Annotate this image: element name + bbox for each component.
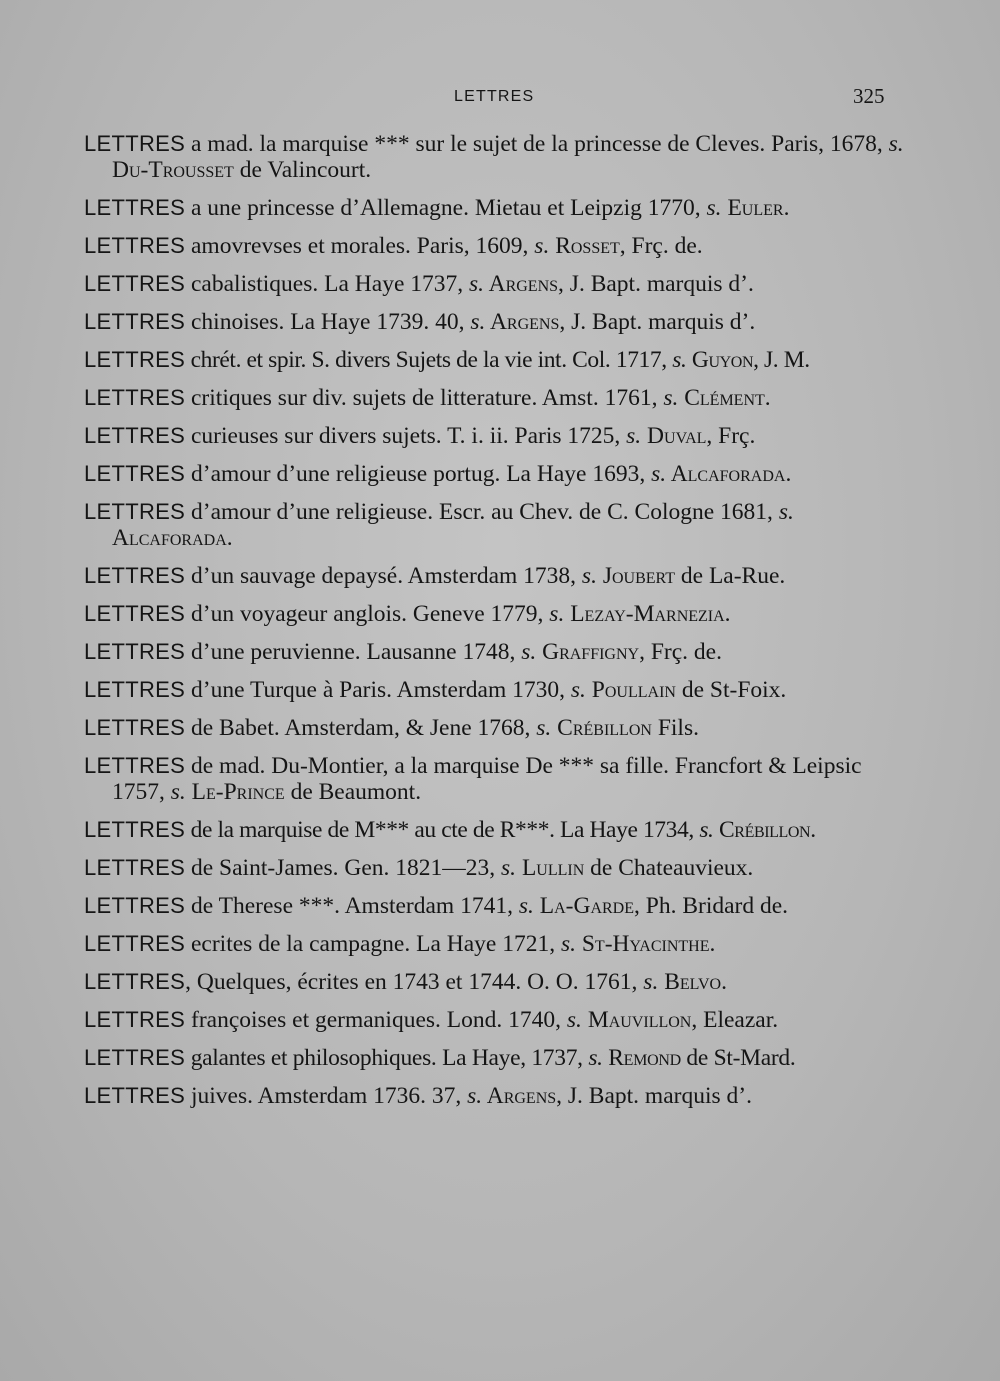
entry-item: [84, 1083, 906, 1109]
entry-tail: Fils.: [651, 715, 699, 741]
entry-item: [84, 233, 906, 259]
entry-see: s.: [534, 233, 550, 259]
entry-lead: LETTRES: [84, 817, 186, 842]
entry-author: Rosset,: [549, 233, 626, 259]
entry-text: ecrites de la campagne. La Haye 1721,: [185, 931, 561, 957]
entry-text: curieuses sur divers sujets. T. i. ii. Paris 1725,: [185, 423, 627, 449]
entry-tail: de La-Rue.: [675, 563, 786, 589]
entry-see: s.: [549, 601, 565, 627]
entry-item: [84, 347, 906, 373]
entry-tail: de St-Mard.: [680, 1045, 796, 1071]
entry-text: critiques sur div. sujets de litterature. Amst. 1761,: [185, 385, 664, 411]
entry-see: s.: [651, 461, 667, 487]
entry-text: d’un sauvage depaysé. Amsterdam 1738,: [185, 563, 582, 589]
entry-text: , Quelques, écrites en 1743 et 1744. O. O. 1761,: [185, 969, 644, 995]
entry-item: [84, 131, 906, 183]
entry-author: Du-Trousset: [112, 157, 234, 183]
entry-lead: LETTRES: [84, 195, 186, 220]
entry-lead: LETTRES: [84, 969, 186, 994]
entry-lead: LETTRES: [84, 233, 186, 258]
entry-text: chrét. et spir. S. divers Sujets de la vie int. Col. 1717,: [185, 347, 673, 373]
bibliography-entries: [84, 131, 906, 1121]
entry-author: Argens,: [484, 271, 564, 297]
entry-item: [84, 715, 906, 741]
entry-author: Lezay-Marnezia.: [564, 601, 731, 627]
entry-lead: LETTRES: [84, 563, 186, 588]
entry-author: Remond: [602, 1045, 681, 1071]
entry-item: [84, 499, 906, 551]
entry-see: s.: [570, 677, 586, 703]
entry-lead: LETTRES: [84, 499, 186, 524]
entry-tail: Frç. de.: [644, 639, 722, 665]
entry-text: de la marquise de M*** au cte de R***. La Haye 1734,: [185, 817, 700, 843]
entry-lead: LETTRES: [84, 1083, 186, 1108]
entry-text: chinoises. La Haye 1739. 40,: [185, 309, 471, 335]
entry-lead: LETTRES: [84, 855, 186, 880]
entry-lead: LETTRES: [84, 461, 186, 486]
entry-text: galantes et philosophiques. La Haye, 1737,: [185, 1045, 589, 1071]
entry-see: s.: [521, 639, 537, 665]
entry-see: s.: [643, 969, 659, 995]
entry-see: s.: [626, 423, 642, 449]
entry-item: [84, 461, 906, 487]
entry-author: Joubert: [596, 563, 676, 589]
entry-tail: J. Bapt. marquis d’.: [565, 309, 756, 335]
entry-see: s.: [588, 1045, 603, 1071]
entry-tail: Frç.: [712, 423, 756, 449]
entry-see: s.: [706, 195, 722, 221]
entry-author: Alcaforada.: [666, 461, 792, 487]
entry-author: La-Garde,: [533, 893, 640, 919]
entry-lead: LETTRES: [84, 931, 186, 956]
entry-lead: LETTRES: [84, 715, 186, 740]
running-head: [0, 84, 1000, 114]
entry-text: de Saint-James. Gen. 1821—23,: [185, 855, 502, 881]
running-title: LETTRES: [454, 88, 535, 105]
entry-item: [84, 639, 906, 665]
entry-lead: LETTRES: [84, 1045, 186, 1070]
entry-see: s.: [170, 779, 186, 805]
entry-tail: Frç. de.: [625, 233, 703, 259]
entry-tail: de St-Foix.: [675, 677, 787, 703]
entry-lead: LETTRES: [84, 423, 186, 448]
entry-tail: Ph. Bridard de.: [639, 893, 789, 919]
entry-author: Graffigny,: [536, 639, 645, 665]
entry-tail: Eleazar.: [697, 1007, 779, 1033]
entry-item: [84, 563, 906, 589]
entry-text: d’une Turque à Paris. Amsterdam 1730,: [185, 677, 571, 703]
entry-item: [84, 817, 906, 843]
entry-tail: de Beaumont.: [284, 779, 422, 805]
entry-see: s.: [699, 817, 714, 843]
entry-author: Mauvillon,: [581, 1007, 698, 1033]
entry-item: [84, 677, 906, 703]
entry-item: [84, 855, 906, 881]
entry-see: s.: [501, 855, 517, 881]
entry-tail: de Chateauvieux.: [584, 855, 754, 881]
entry-text: françoises et germaniques. Lond. 1740,: [185, 1007, 567, 1033]
entry-see: s.: [672, 347, 687, 373]
entry-item: [84, 931, 906, 957]
entry-author: Crébillon: [551, 715, 652, 741]
entry-lead: LETTRES: [84, 677, 186, 702]
entry-item: [84, 1007, 906, 1033]
entry-text: de mad. Du-Montier, a la marquise De *** sa fille. Francfort & Leipsic 1757,: [112, 753, 862, 805]
entry-lead: LETTRES: [84, 893, 186, 918]
entry-text: d’amour d’une religieuse portug. La Haye 1693,: [185, 461, 652, 487]
entry-item: [84, 385, 906, 411]
entry-text: juives. Amsterdam 1736. 37,: [185, 1083, 468, 1109]
entry-see: s.: [470, 309, 486, 335]
entry-lead: LETTRES: [84, 347, 186, 372]
entry-tail: J. Bapt. marquis d’.: [563, 271, 754, 297]
entry-see: s.: [581, 563, 597, 589]
entry-tail: J. Bapt. marquis d’.: [562, 1083, 752, 1109]
entry-text: amovrevses et morales. Paris, 1609,: [185, 233, 535, 259]
entry-item: [84, 1045, 906, 1071]
entry-author: Crébillon.: [713, 817, 816, 843]
entry-author: Duval,: [641, 423, 713, 449]
entry-see: s.: [566, 1007, 582, 1033]
entry-lead: LETTRES: [84, 385, 186, 410]
entry-lead: LETTRES: [84, 1007, 186, 1032]
entry-item: [84, 271, 906, 297]
entry-text: a mad. la marquise *** sur le sujet de la princesse de Cleves. Paris, 1678,: [185, 131, 889, 157]
entry-see: s.: [518, 893, 534, 919]
entry-lead: LETTRES: [84, 271, 186, 296]
entry-item: [84, 309, 906, 335]
entry-author: Belvo.: [658, 969, 727, 995]
entry-tail: J. M.: [758, 347, 810, 373]
entry-see: s.: [469, 271, 485, 297]
entry-lead: LETTRES: [84, 309, 186, 334]
entry-lead: LETTRES: [84, 753, 186, 778]
entry-see: s.: [560, 931, 576, 957]
entry-text: a une princesse d’Allemagne. Mietau et Leipzig 1770,: [185, 195, 707, 221]
entry-author: Euler.: [721, 195, 790, 221]
entry-item: [84, 753, 906, 805]
entry-author: Guyon,: [686, 347, 759, 373]
entry-text: de Therese ***. Amsterdam 1741,: [185, 893, 519, 919]
entry-item: [84, 423, 906, 449]
entry-author: Clément.: [678, 385, 771, 411]
entry-tail: de Valincourt.: [233, 157, 372, 183]
entry-author: Argens,: [485, 309, 566, 335]
entry-lead: LETTRES: [84, 639, 186, 664]
entry-see: s.: [536, 715, 552, 741]
entry-see: s.: [778, 499, 794, 525]
entry-author: St-Hyacinthe.: [575, 931, 716, 957]
entry-text: cabalistiques. La Haye 1737,: [185, 271, 469, 297]
entry-text: de Babet. Amsterdam, & Jene 1768,: [185, 715, 537, 741]
entry-author: Argens,: [482, 1083, 563, 1109]
entry-lead: LETTRES: [84, 131, 186, 156]
entry-item: [84, 893, 906, 919]
entry-author: Le-Prince: [185, 779, 285, 805]
entry-author: Lullin: [516, 855, 585, 881]
entry-text: d’amour d’une religieuse. Escr. au Chev. de C. Cologne 1681,: [185, 499, 779, 525]
entry-item: [84, 601, 906, 627]
entry-author: Poullain: [585, 677, 676, 703]
entry-text: d’un voyageur anglois. Geneve 1779,: [185, 601, 550, 627]
entry-item: [84, 969, 906, 995]
entry-see: s.: [888, 131, 904, 157]
entry-lead: LETTRES: [84, 601, 186, 626]
page-number: 325: [853, 84, 885, 108]
entry-see: s.: [467, 1083, 483, 1109]
entry-author: Alcaforada.: [112, 525, 233, 551]
entry-text: d’une peruvienne. Lausanne 1748,: [185, 639, 522, 665]
entry-item: [84, 195, 906, 221]
entry-see: s.: [663, 385, 679, 411]
